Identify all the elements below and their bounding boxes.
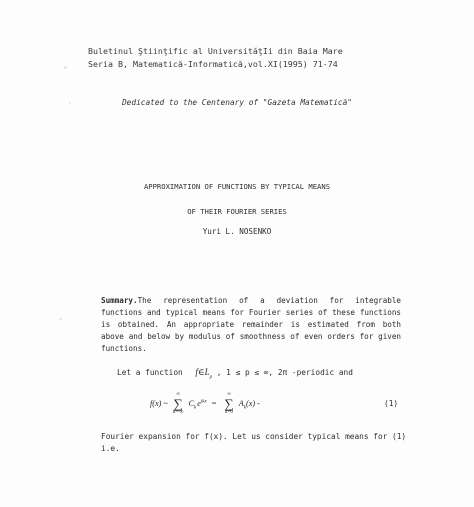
summary-heading: Summary. — [101, 296, 138, 305]
fourier-series-formula — [150, 392, 260, 416]
function-expression: $f\in L_p$ — [195, 367, 213, 380]
equals-sign: = — [211, 398, 217, 408]
journal-header-line-2: Seria B, Matematică-Informatică,vol.XI(1995) 71-74 — [88, 59, 338, 69]
sum-2: ∞ ∑ k=0 — [224, 392, 234, 415]
summary-paragraph — [101, 295, 401, 355]
scan-smudge — [59, 318, 62, 320]
paragraph-fourier-expansion-line-1: Fourier expansion for f(x). Let us consider typical means for (1) — [101, 432, 407, 441]
term-1: $C_ke^{ikx}$ — [188, 398, 207, 411]
paragraph-function-definition — [117, 367, 353, 380]
author-name: Yuri L. NOSENKO — [202, 227, 272, 236]
paragraph-fourier-expansion-line-2: i.e. — [101, 444, 120, 453]
sum-1: ∞ ∑ k=-∞ — [172, 392, 184, 415]
dedication: Dedicated to the Centenary of "Gazeta Matematică" — [121, 98, 352, 107]
equation-number: (1) — [384, 399, 399, 408]
paragraph-prefix: Let a function — [117, 368, 183, 377]
scan-smudge — [64, 66, 67, 69]
paper-title-line-1: APPROXIMATION OF FUNCTIONS BY TYPICAL MEANS — [143, 182, 331, 191]
paragraph-condition: , 1 ≤ p ≤ ∞, 2π -periodic and — [216, 368, 353, 377]
formula-lhs: f(x) ~ — [150, 398, 168, 408]
paper-title-line-2: OF THEIR FOURIER SERIES — [187, 207, 287, 216]
journal-header-line-1: Buletinul Ştiinţific al UniversităţIi din Baia Mare — [88, 46, 343, 56]
term-2: $A_k(x)$ - — [238, 398, 260, 411]
summary-body: The representation of a deviation for integrable functions and typical means for Fourier series of these functions is obtained. An appropriate remainder is estimated from both above and below by modulus of smoothness of even orders for given functions. — [101, 296, 401, 353]
